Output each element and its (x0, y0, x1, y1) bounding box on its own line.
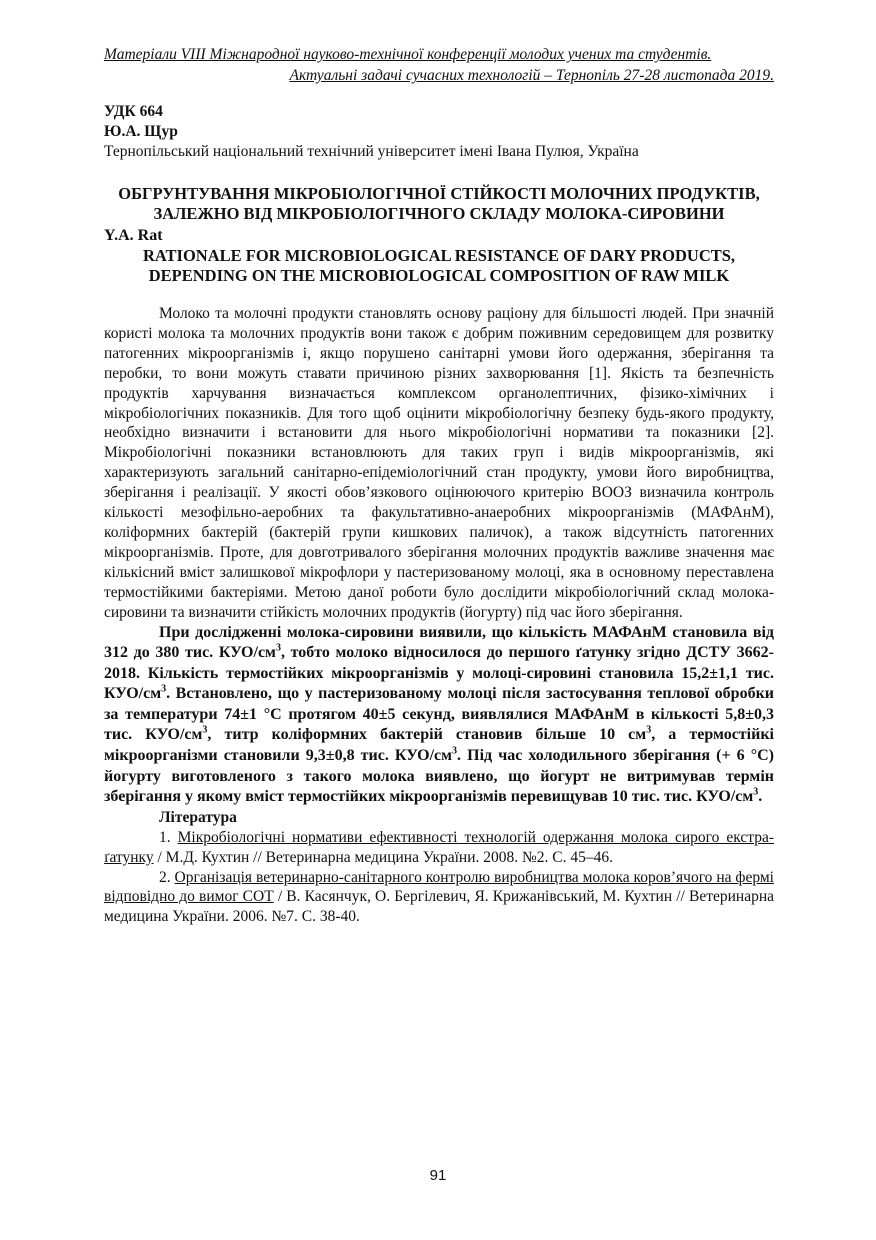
reference-item (104, 868, 774, 928)
reference-details: / М.Д. Кухтин // Ветеринарна медицина України. 2008. №2. С. 45–46. (153, 848, 614, 866)
superscript: 3 (161, 683, 167, 695)
page-number: 91 (429, 1167, 447, 1184)
results-text-7: . (758, 788, 763, 806)
conference-header-line-1: Матеріали VIII Міжнародної науково-технічної конференції молодих учених та студентів. (104, 46, 712, 63)
affiliation: Тернопільський національний технічний університет імені Івана Пулюя, Україна (104, 143, 639, 160)
title-ua: ОБГРУНТУВАННЯ МІКРОБІОЛОГІЧНОЇ СТІЙКОСТІ МОЛОЧНИХ ПРОДУКТІВ, ЗАЛЕЖНО ВІД МІКРОБІОЛОГІЧНОГО СКЛАДУ МОЛОКА-СИРОВИНИ (118, 184, 760, 223)
article-meta (104, 102, 774, 162)
reference-item (104, 828, 774, 868)
results-text-3: . Встановлено, що у пастеризованому молоці після застосування теплової обробки за температури 74±1 °С протягом 40±5 секунд, виявлялися МАФАнМ в кількості 5,8±0,3 тис. КУО/см (104, 685, 774, 744)
results-text-2: , тобто молоко відносилося до першого ґатунку згідно ДСТУ 3662-2018. Кількість термостійких мікроорганізмів у молоці-сировині становила 15,2±1,1 тис. КУО/см (104, 644, 775, 703)
reference-title: Організація ветеринарно-санітарного контролю виробництва молока коров’ячого на фермі відповідно до вимог СОТ (104, 868, 774, 906)
reference-number: 1. (159, 828, 178, 846)
reference-number: 2. (159, 868, 175, 886)
author-en: Y.A. Rat (104, 227, 163, 244)
reference-title: Мікробіологічні нормативи ефективності технологій одержання молока сирого екстра-ґатунку (104, 828, 775, 866)
results-text-5: , а термостійкі мікроорганізми становили 9,3±0,8 тис. КУО/см (104, 726, 774, 765)
reference-details: / В. Касянчук, О. Бергілевич, Я. Крижанівський, М. Кухтин // Ветеринарна медицина України. 2006. №7. С. 38-40. (104, 888, 775, 926)
superscript: 3 (202, 725, 208, 737)
title-en: RATIONALE FOR MICROBIOLOGICAL RESISTANCE OF DARY PRODUCTS, DEPENDING ON THE MICROBIOLOGICAL COMPOSITION OF RAW MILK (142, 246, 736, 285)
superscript: 3 (275, 642, 281, 654)
results-text-6: . Під час холодильного зберігання (+ 6 °С) йогурту виготовленого з такого молока виявлено, що йогурт не витримував термін зберігання у якому вміст термостійких мікроорганізмів перевищував 10 тис. тис. КУО/см (104, 747, 775, 806)
document-page (104, 44, 774, 927)
conference-header-line-2: Актуальні задачі сучасних технологій – Тернопіль 27-28 листопада 2019. (289, 67, 774, 84)
results-text-1: При дослідженні молока-сировини виявили, що кількість МАФАнМ становила від 312 до 380 тис. КУО/см (104, 623, 774, 662)
conference-header (104, 44, 774, 86)
references-heading: Література (159, 808, 237, 826)
paragraph-results (104, 623, 774, 808)
article-body (104, 304, 774, 927)
superscript: 3 (452, 745, 458, 757)
paragraph-intro: Молоко та молочні продукти становлять основу раціону для більшості людей. При значній користі молока та молочних продуктів вони також є добрим поживним середовищем для розвитку патогенних мікроорганізмів і, якщо порушено санітарні умови його одержання, зберігання та перобки, то вони можуть ставати причиною різних захворювання [1]. Якість та безпечність продуктів харчування визначається комплексом органолептичних, фізико-хімічних і мікробіологічних показників. Для того щоб оцінити мікробіологічну безпеку будь-якого продукту, необхідно визначити і встановити для нього мікробіологічні нормативи та показники [2]. Мікробіологічні показники встановлюють для таких груп і видів мікроорганізмів, які характеризують загальний санітарно-епідеміологічний стан продукту, умови його виробництва, зберігання і реалізації. У якості обов’язкового оцінюючого критерію ВООЗ визначила контроль кількості мезофільно-аеробних та факультативно-анаеробних мікроорганізмів (МАФАнМ), коліформних бактерій (бактерій групи кишкових паличок), а також відсутність патогенних мікроорганізмів. Проте, для довготривалого зберігання молочних продуктів важливе значення має кількісний вміст залишкової мікрофлори у пастеризованому молоці, яка в основному переставлена термостійкими бактеріями. Метою даної роботи було дослідити мікробіологічний склад молока-сировини та визначити стійкість молочних продуктів (йогурту) під час його зберігання. (104, 305, 774, 621)
author-ua: Ю.А. Щур (104, 123, 178, 140)
superscript: 3 (646, 725, 652, 737)
superscript: 3 (753, 786, 759, 798)
results-text-4: , титр коліформних бактерій становив більше 10 см (207, 726, 647, 744)
udk-code: УДК 664 (104, 103, 163, 120)
